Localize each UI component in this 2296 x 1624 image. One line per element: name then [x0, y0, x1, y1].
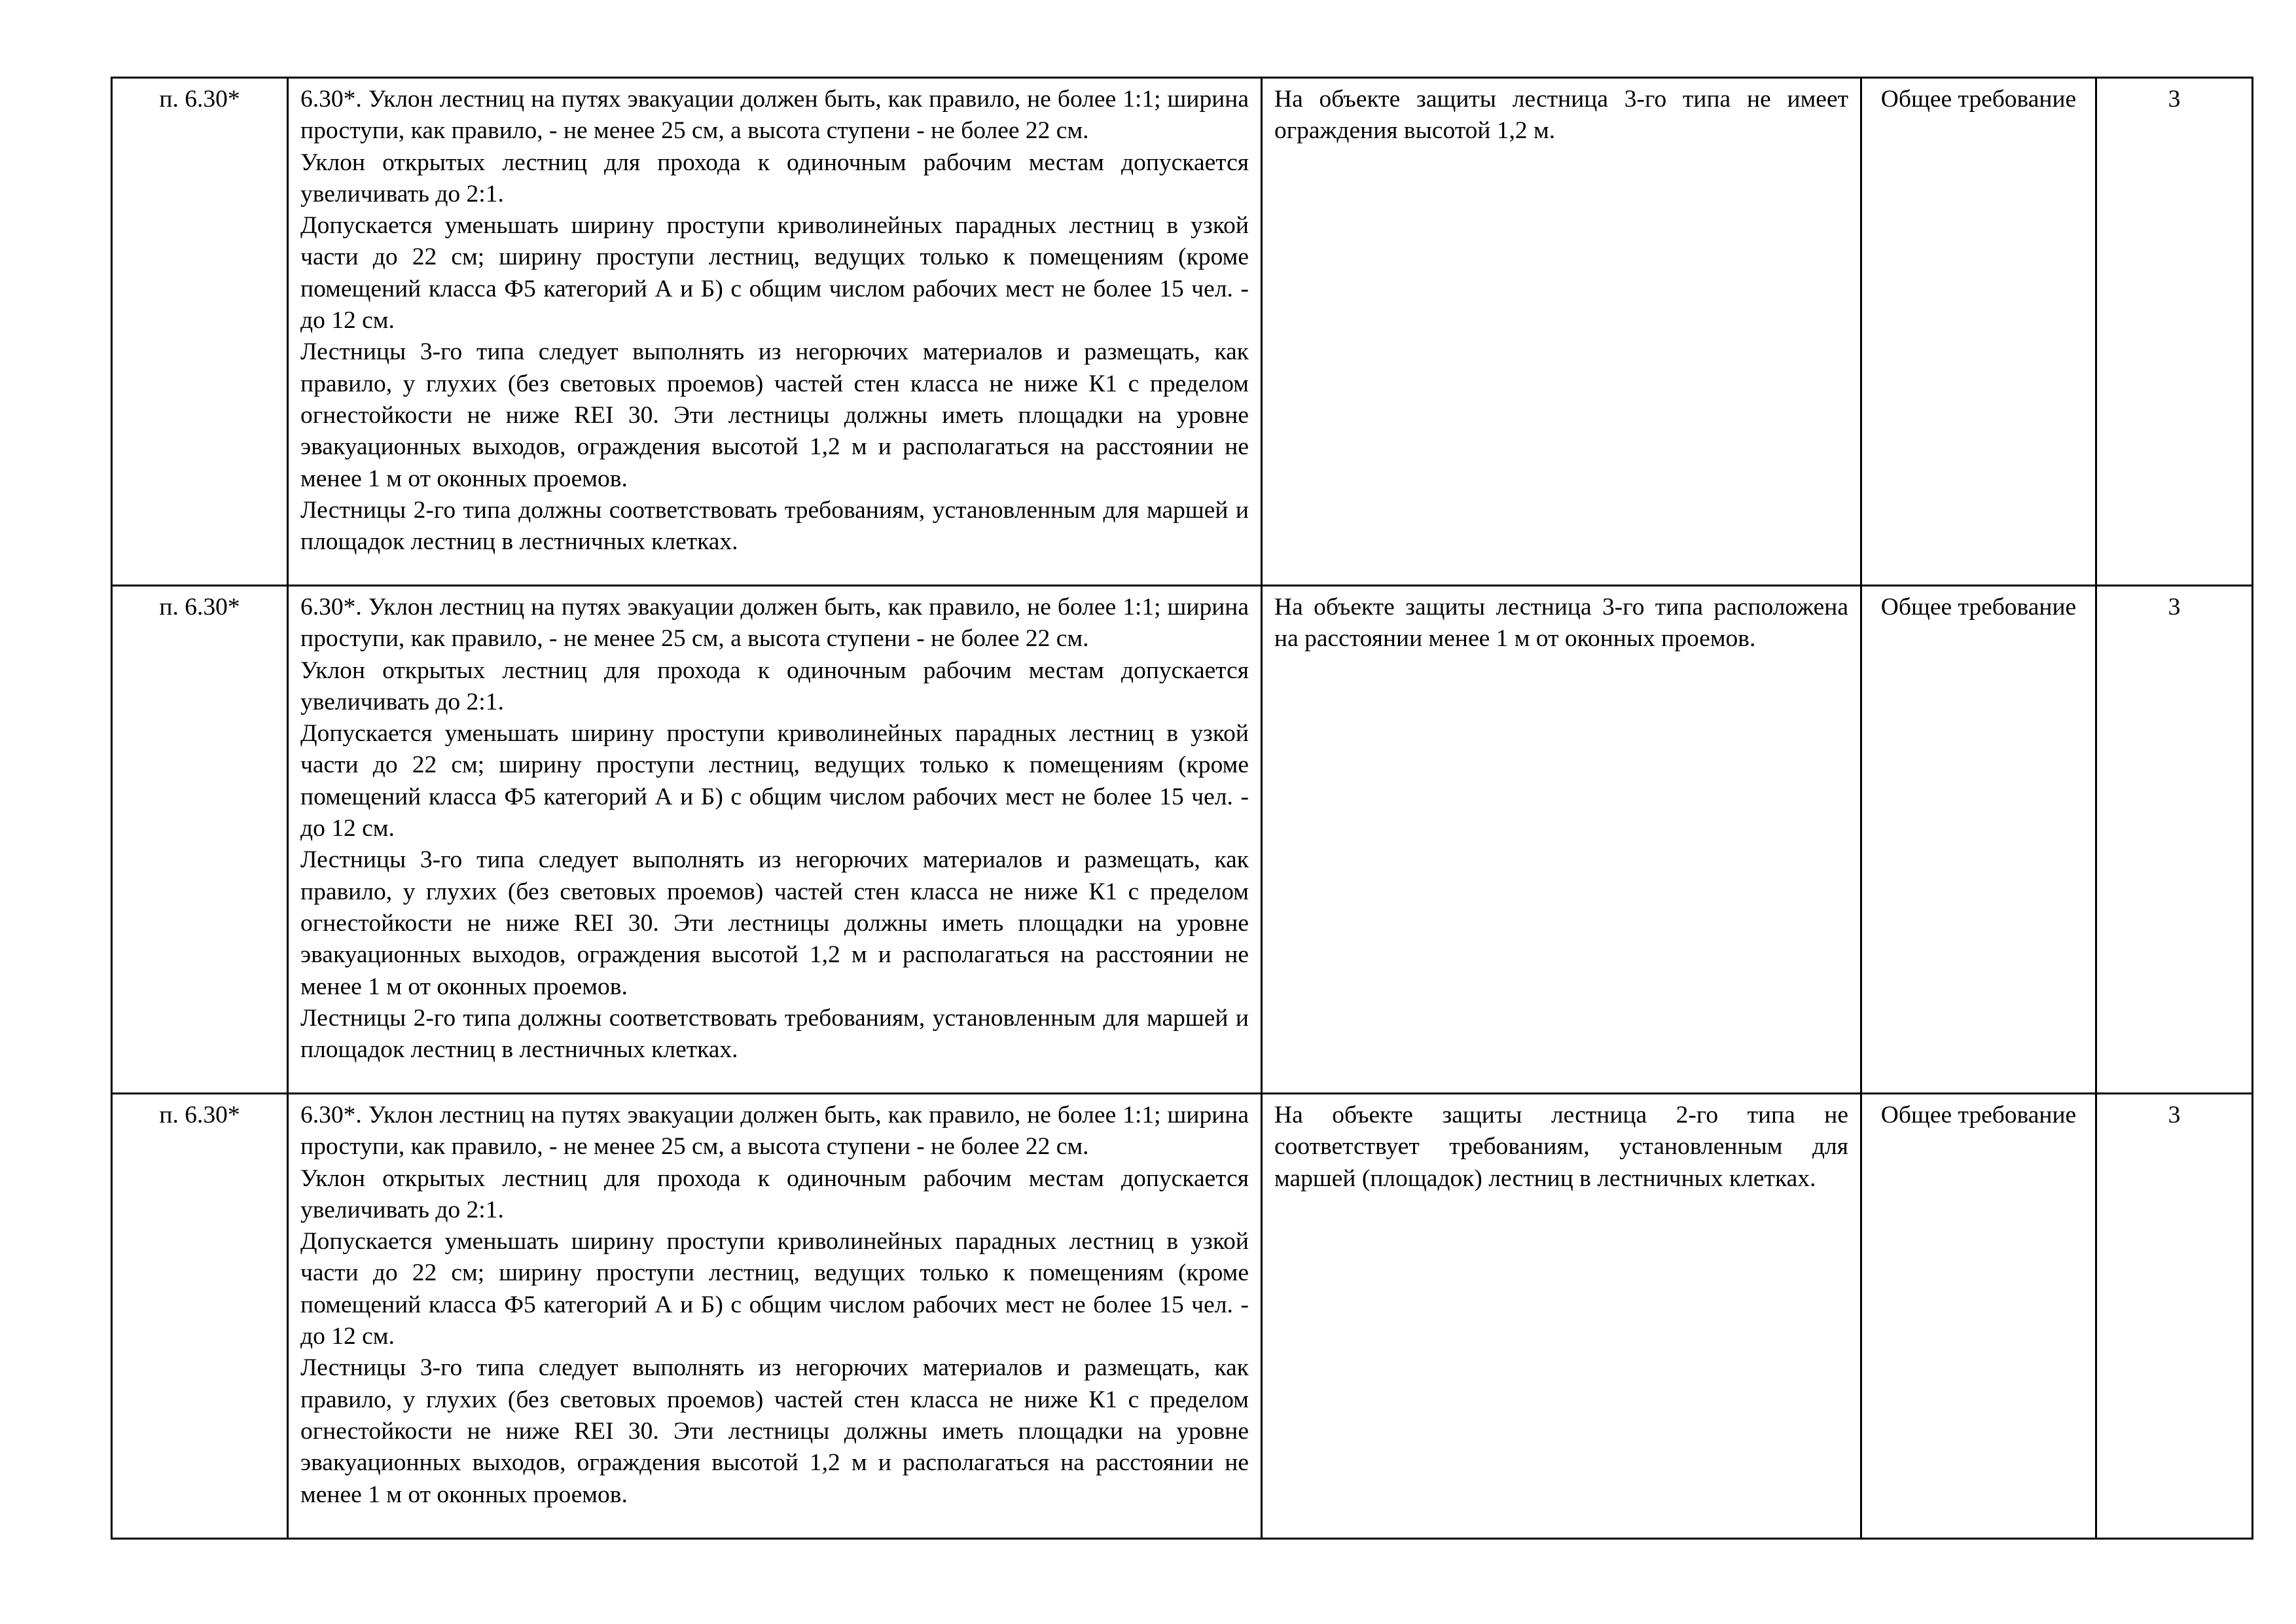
requirement-type-cell: Общее требование [1861, 586, 2096, 1094]
clause-cell: п. 6.30* [112, 1094, 288, 1539]
number-cell: 3 [2096, 586, 2253, 1094]
violation-cell: На объекте защиты лестница 3-го типа расположена на расстоянии менее 1 м от оконных проемов. [1262, 586, 1861, 1094]
number-cell: 3 [2096, 1094, 2253, 1539]
requirement-cell [288, 586, 1262, 1094]
requirement-paragraph: Лестницы 3-го типа следует выполнять из негорючих материалов и размещать, как правило, у глухих (без световых проемов) частей стен класса не ниже К1 с пределом огнестойкости не ниже REI 30. Эти лестницы должны иметь площадки на уровне эвакуационных выходов, ограждения высотой 1,2 м и располагаться на расстоянии не менее 1 м от оконных проемов. [300, 846, 1249, 1000]
requirement-paragraph: Уклон открытых лестниц для прохода к одиночным рабочим местам допускается увеличивать до 2:1. [300, 1164, 1249, 1223]
requirement-paragraph: Лестницы 2-го типа должны соответствовать требованиям, установленным для маршей и площадок лестниц в лестничных клетках. [300, 1004, 1249, 1064]
requirement-cell [288, 1094, 1262, 1539]
clause-cell: п. 6.30* [112, 586, 288, 1094]
requirement-paragraph: 6.30*. Уклон лестниц на путях эвакуации должен быть, как правило, не более 1:1; ширина проступи, как правило, - не менее 25 см, а высота ступени - не более 22 см. [300, 86, 1249, 145]
requirement-type-cell: Общее требование [1861, 78, 2096, 586]
requirement-type-cell: Общее требование [1861, 1094, 2096, 1539]
violation-cell: На объекте защиты лестница 3-го типа не имеет ограждения высотой 1,2 м. [1262, 78, 1861, 586]
requirement-paragraph: Уклон открытых лестниц для прохода к одиночным рабочим местам допускается увеличивать до 2:1. [300, 149, 1249, 208]
requirement-paragraph: 6.30*. Уклон лестниц на путях эвакуации должен быть, как правило, не более 1:1; ширина проступи, как правило, - не менее 25 см, а высота ступени - не более 22 см. [300, 1102, 1249, 1161]
requirement-paragraph: 6.30*. Уклон лестниц на путях эвакуации должен быть, как правило, не более 1:1; ширина проступи, как правило, - не менее 25 см, а высота ступени - не более 22 см. [300, 594, 1249, 653]
violation-cell: На объекте защиты лестница 2-го типа не соответствует требованиям, установленным для маршей (площадок) лестниц в лестничных клетках. [1262, 1094, 1861, 1539]
requirement-paragraph: Уклон открытых лестниц для прохода к одиночным рабочим местам допускается увеличивать до 2:1. [300, 657, 1249, 715]
requirement-cell [288, 78, 1262, 586]
requirement-paragraph: Допускается уменьшать ширину проступи криволинейных парадных лестниц в узкой части до 22 см; ширину проступи лестниц, ведущих только к помещениям (кроме помещений класса Ф5 категорий А и Б) с общим числом рабочих мест не более 15 чел. - до 12 см. [300, 212, 1249, 334]
number-cell: 3 [2096, 78, 2253, 586]
requirement-paragraph: Лестницы 3-го типа следует выполнять из негорючих материалов и размещать, как правило, у глухих (без световых проемов) частей стен класса не ниже К1 с пределом огнестойкости не ниже REI 30. Эти лестницы должны иметь площадки на уровне эвакуационных выходов, ограждения высотой 1,2 м и располагаться на расстоянии не менее 1 м от оконных проемов. [300, 1354, 1249, 1508]
clause-cell: п. 6.30* [112, 78, 288, 586]
requirement-paragraph: Допускается уменьшать ширину проступи криволинейных парадных лестниц в узкой части до 22 см; ширину проступи лестниц, ведущих только к помещениям (кроме помещений класса Ф5 категорий А и Б) с общим числом рабочих мест не более 15 чел. - до 12 см. [300, 1228, 1249, 1350]
requirement-paragraph: Лестницы 3-го типа следует выполнять из негорючих материалов и размещать, как правило, у глухих (без световых проемов) частей стен класса не ниже К1 с пределом огнестойкости не ниже REI 30. Эти лестницы должны иметь площадки на уровне эвакуационных выходов, ограждения высотой 1,2 м и располагаться на расстоянии не менее 1 м от оконных проемов. [300, 338, 1249, 492]
requirement-paragraph: Лестницы 2-го типа должны соответствовать требованиям, установленным для маршей и площадок лестниц в лестничных клетках. [300, 496, 1249, 556]
table-row [112, 1094, 2253, 1539]
table-row [112, 586, 2253, 1094]
requirement-paragraph: Допускается уменьшать ширину проступи криволинейных парадных лестниц в узкой части до 22 см; ширину проступи лестниц, ведущих только к помещениям (кроме помещений класса Ф5 категорий А и Б) с общим числом рабочих мест не более 15 чел. - до 12 см. [300, 720, 1249, 842]
table-row [112, 78, 2253, 586]
requirements-table [111, 77, 2253, 1540]
